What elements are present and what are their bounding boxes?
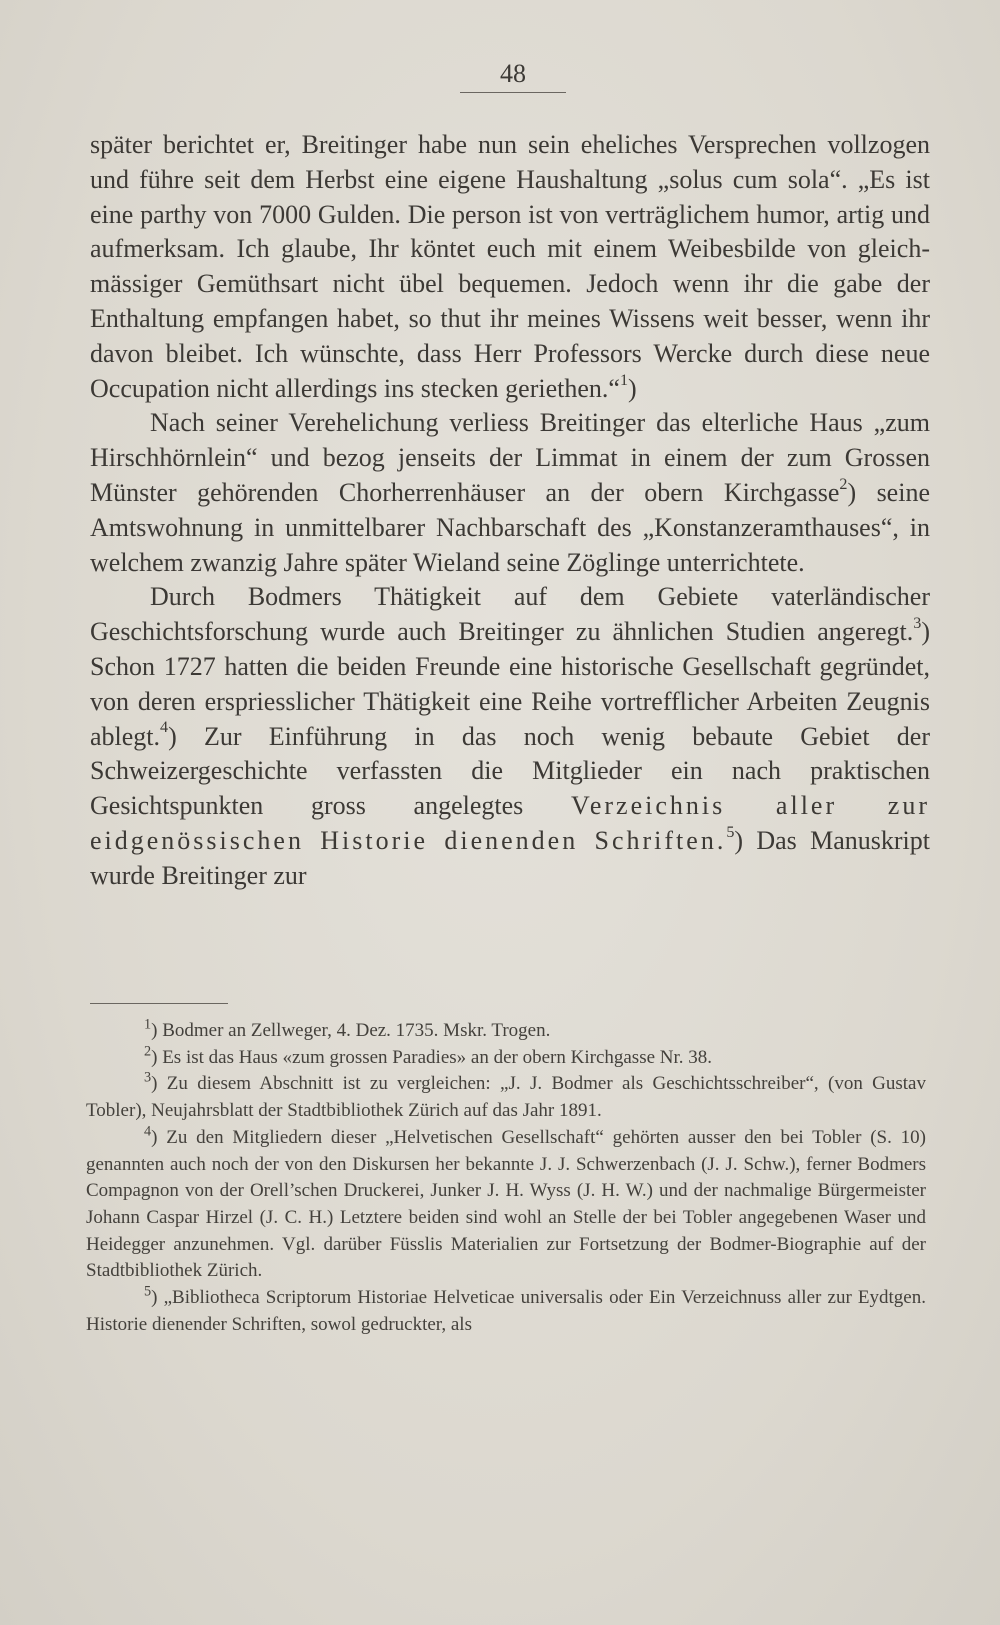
footnote-text: Bodmer an Zellweger, 4. Dez. 1735. Mskr. Trogen. bbox=[162, 1020, 551, 1041]
footnote-marker-paren: ) bbox=[151, 1126, 167, 1148]
footnote bbox=[86, 1285, 926, 1338]
page-number: 48 bbox=[460, 58, 566, 93]
text-run: später berichtet er, Breitinger habe nun sein eheliches Versprechen vollzogen und führe seit dem Herbst eine eigene Haushaltung „solus cum sola“. „Es ist eine parthy von 7000 Gulden. Die person ist von verträglichem humor, artig und aufmerksam. Ich glaube, Ihr köntet euch mit einem Weibesbilde von gleichmässiger Gemüthsart nicht übel bequemen. Jedoch wenn ihr die gabe der Enthaltung empfangen habet, so thut ihr meines Wissens weit besser, wenn ihr davon bleibet. Ich wünschte, dass Herr Professors Wercke durch diese neue Occupation nicht allerdings ins stecken geriethen.“ bbox=[90, 130, 930, 403]
footnote-reference: 5 bbox=[726, 823, 735, 841]
text-run: ) seine Amtswohnung in unmittelbarer Nachbarschaft des „Konstanzeramthauses“, in welchem zwanzig Jahre später Wieland seine Zöglinge unterrichtete. bbox=[90, 477, 930, 577]
footnote-reference: 2 bbox=[839, 475, 848, 493]
footnote-marker-paren: ) bbox=[151, 1046, 163, 1068]
paragraph bbox=[90, 406, 930, 580]
footnote-reference: 3 bbox=[913, 615, 922, 633]
footnote bbox=[86, 1045, 926, 1072]
footnote-text: „Bibliotheca Scriptorum Historiae Helveticae universalis oder Ein Verzeichnuss aller zur Eydtgen. Historie dienender Schriften, sowol gedruckter, als bbox=[86, 1287, 926, 1335]
text-run: Durch Bodmers Thätigkeit auf dem Gebiete vaterländischer Geschichtsforschung wurde auch Breitinger zu ähnlichen Studien angeregt. bbox=[90, 582, 930, 647]
footnote-marker: 2 bbox=[144, 1043, 152, 1060]
footnote bbox=[86, 1018, 926, 1045]
text-run: Nach seiner Verehelichung verliess Breitinger das elterliche Haus „zum Hirschhörnlein“ und bezog jenseits der Limmat in einem der zum Grossen Münster gehörenden Chorherrenhäuser an der obern Kirchgasse bbox=[90, 408, 930, 507]
footnote-marker-paren: ) bbox=[151, 1287, 164, 1309]
footnote bbox=[86, 1071, 926, 1124]
paragraph bbox=[90, 128, 930, 406]
text-run: ) bbox=[628, 373, 637, 403]
footnote-text: Zu diesem Abschnitt ist zu vergleichen: „J. J. Bodmer als Geschichtsschreiber“, (von Gustav Tobler), Neujahrsblatt der Stadtbibliothek Zürich auf das Jahr 1891. bbox=[86, 1073, 926, 1122]
footnote-reference: 4 bbox=[160, 719, 169, 737]
footnote-reference: 1 bbox=[619, 371, 628, 389]
footnote-marker: 3 bbox=[144, 1070, 152, 1087]
footnote bbox=[86, 1125, 926, 1285]
paragraph bbox=[90, 580, 930, 893]
text-run: ) Das Manuskript wurde Breitinger zur bbox=[90, 825, 930, 890]
body-text bbox=[90, 128, 930, 894]
emphasized-title: Verzeichnis aller zur eidgenössischen Historie dienenden Schriften. bbox=[90, 791, 930, 855]
text-run: ) Zur Einführung in das noch wenig bebaute Gebiet der Schweizergeschichte verfassten die Mitglieder ein nach praktischen Gesichtspunkten gross angelegtes bbox=[90, 721, 930, 821]
footnote-marker: 1 bbox=[144, 1016, 152, 1033]
text-run: ) Schon 1727 hatten die beiden Freunde eine historische Gesellschaft gegründet, von deren erspriesslicher Thätigkeit eine Reihe vortrefflicher Arbeiten Zeugnis ablegt. bbox=[90, 617, 930, 751]
footnote-marker: 5 bbox=[144, 1283, 152, 1300]
footnote-marker-paren: ) bbox=[151, 1020, 163, 1041]
footnote-marker-paren: ) bbox=[151, 1073, 167, 1095]
footnote-divider bbox=[90, 1003, 228, 1004]
footnote-text: Es ist das Haus «zum grossen Paradies» an der obern Kirchgasse Nr. 38. bbox=[162, 1046, 713, 1068]
footnotes bbox=[86, 1018, 926, 1338]
footnote-marker: 4 bbox=[144, 1123, 152, 1140]
footnote-text: Zu den Mitgliedern dieser „Helvetischen Gesellschaft“ gehörten ausser den bei Tobler (S. 10) genannten auch noch der von den Diskursen her bekannte J. J. Schwerzenbach (J. J. Schw.), ferner Bodmers Compagnon von der Orell’schen Druckerei, Junker J. H. Wyss (J. H. W.) und der nachmalige Bürgermeister Johann Caspar Hirzel (J. C. H.) Letztere beiden sind wohl an Stelle der bei Tobler angegebenen Waser und Heidegger anzunehmen. Vgl. darüber Füsslis Materialien zur Fortsetzung der Bodmer-Biographie auf der Stadtbibliothek Zürich. bbox=[86, 1126, 927, 1282]
